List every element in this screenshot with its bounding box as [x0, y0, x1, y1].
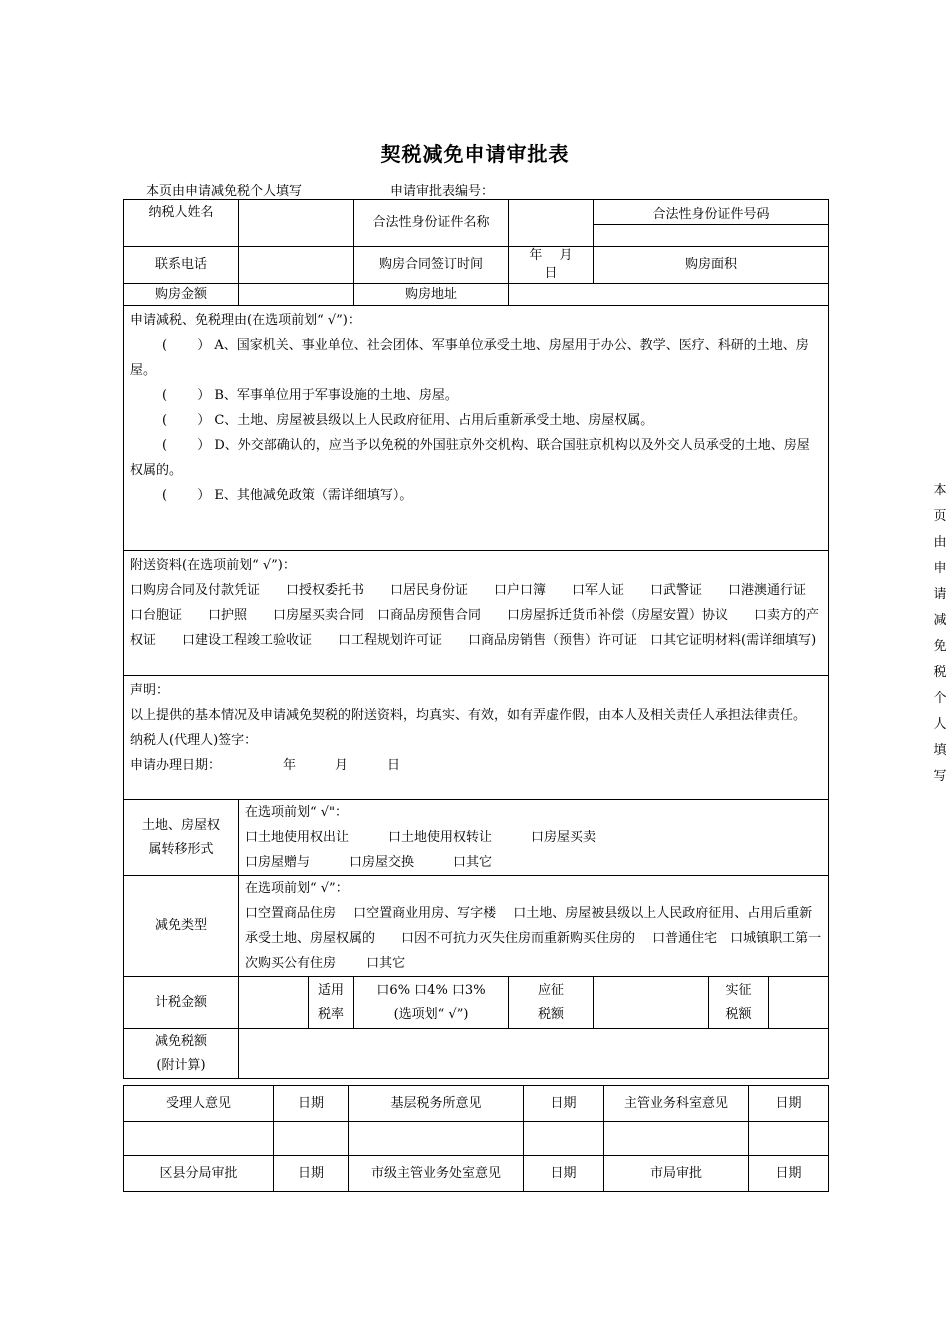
acceptor-date-label: 日期	[274, 1086, 349, 1122]
reason-option-e[interactable]: ( ） E、其他减免政策（需详细填写）。	[162, 488, 413, 503]
house-area-label: 购房面积	[594, 247, 829, 284]
application-table	[123, 199, 833, 1079]
supervising-section-opinion-label: 主管业务科室意见	[604, 1086, 749, 1122]
side-note-char: 减	[933, 613, 947, 628]
side-note-char: 申	[933, 561, 947, 576]
application-date-value[interactable]: 年 月 日	[283, 758, 401, 773]
phone-field[interactable]	[239, 247, 354, 284]
grassroots-date-label: 日期	[524, 1086, 604, 1122]
municipal-office-date-label: 日期	[524, 1156, 604, 1192]
actual-tax-field[interactable]	[769, 977, 829, 1029]
rate-label: 适用 税率	[309, 977, 354, 1029]
house-address-field[interactable]	[509, 284, 829, 306]
declaration-text: 以上提供的基本情况及申请减免契税的附送资料，均真实、有效，如有弄虚作假，由本人及相关责任人承担法律责任。	[130, 708, 807, 723]
reduction-amount-label: 减免税额 (附计算)	[124, 1029, 239, 1079]
transfer-form-label: 土地、房屋权属转移形式	[124, 800, 239, 876]
acceptor-date-field[interactable]	[274, 1122, 349, 1156]
city-bureau-approval-label: 市局审批	[604, 1156, 749, 1192]
reason-option-b[interactable]: ( ） B、军事单位用于军事设施的土地、房屋。	[162, 388, 458, 403]
attachments-options[interactable]: 口购房合同及付款凭证 口授权委托书 口居民身份证 口户口簿 口军人证 口武警证 口港澳通行证 口台胞证 口护照 口房屋买卖合同 口商品房预售合同 口房屋拆迁货币补偿（房屋安置）协议 口卖方的产权证 口建设工程竣工验收证 口工程规划许可证 口商品房销售（预售）许可证 口其它证明材料(需详细填写)	[130, 583, 833, 648]
supervising-opinion-field[interactable]	[604, 1122, 749, 1156]
reasons-heading: 申请减税、免税理由(在选项前划“ √”)：	[130, 313, 361, 328]
taxpayer-name-label: 纳税人姓名	[124, 200, 239, 247]
district-approval-label: 区县分局审批	[124, 1156, 274, 1192]
side-note	[930, 478, 950, 790]
grassroots-opinion-field[interactable]	[349, 1122, 524, 1156]
tax-amount-field[interactable]	[239, 977, 309, 1029]
transfer-hint: 在选项前划“ √"：	[245, 805, 349, 820]
application-date-label: 申请办理日期：	[130, 758, 222, 773]
rate-options[interactable]	[354, 977, 509, 1029]
id-doc-number-label: 合法性身份证件号码	[594, 200, 829, 225]
side-note-char: 本	[933, 483, 947, 498]
reduction-type-label: 减免类型	[124, 876, 239, 977]
actual-tax-label: 实征 税额	[709, 977, 769, 1029]
id-doc-name-label: 合法性身份证件名称	[354, 200, 509, 247]
rate-options-values[interactable]: 口6% 口4% 口3%	[376, 982, 486, 998]
side-note-char: 免	[933, 639, 947, 654]
approval-table	[123, 1085, 829, 1192]
reduction-type-text[interactable]: 口空置商品住房 口空置商业用房、写字楼 口土地、房屋被县级以上人民政府征用、占用后重新承受土地、房屋权属的 口因不可抗力灭失住房而重新购买住房的 口普通住宅 口城镇职工第一次购买公有住房 口其它	[245, 906, 822, 971]
house-address-label: 购房地址	[354, 284, 509, 306]
reasons-section	[124, 306, 829, 551]
attachments-section	[124, 551, 833, 676]
contract-date-field[interactable]: 年 月 日	[509, 247, 594, 284]
side-note-char: 页	[933, 509, 947, 524]
id-doc-name-field[interactable]	[509, 200, 594, 247]
side-note-char: 人	[933, 717, 947, 732]
reason-option-d[interactable]: ( ） D、外交部确认的，应当予以免税的外国驻京外交机构、联合国驻京机构以及外交人员承受的土地、房屋权属的。	[130, 438, 810, 478]
form-title: 契税减免申请审批表	[380, 142, 570, 166]
id-doc-number-field[interactable]	[594, 225, 829, 247]
side-note-char: 由	[933, 535, 947, 550]
grassroots-office-opinion-label: 基层税务所意见	[349, 1086, 524, 1122]
rate-options-hint: (选项划“ √”)	[393, 1006, 469, 1022]
reduction-type-options	[239, 876, 829, 977]
side-note-char: 请	[933, 587, 947, 602]
house-amount-label: 购房金额	[124, 284, 239, 306]
side-note-char: 个	[933, 691, 947, 706]
supervising-date-field[interactable]	[749, 1122, 829, 1156]
declaration-heading: 声明：	[130, 683, 170, 698]
transfer-options-line1[interactable]: 口土地使用权出让 口土地使用权转让 口房屋买卖	[245, 830, 597, 845]
declaration-section	[124, 676, 829, 800]
district-date-label: 日期	[274, 1156, 349, 1192]
contract-time-label: 购房合同签订时间	[354, 247, 509, 284]
grassroots-date-field[interactable]	[524, 1122, 604, 1156]
due-tax-label: 应征 税额	[509, 977, 594, 1029]
application-date	[130, 753, 822, 778]
due-tax-field[interactable]	[594, 977, 709, 1029]
reason-option-c[interactable]: ( ） C、土地、房屋被县级以上人民政府征用、占用后重新承受土地、房屋权属。	[162, 413, 654, 428]
municipal-office-opinion-label: 市级主管业务处室意见	[349, 1156, 524, 1192]
phone-label: 联系电话	[124, 247, 239, 284]
side-note-char: 写	[933, 769, 947, 784]
side-note-char: 税	[933, 665, 947, 680]
house-amount-field[interactable]	[239, 284, 354, 306]
subtitle-left: 本页由申请减免税个人填写	[146, 184, 303, 199]
transfer-options-line2[interactable]: 口房屋赠与 口房屋交换 口其它	[245, 855, 493, 870]
reduction-amount-field[interactable]	[239, 1029, 829, 1079]
approval-number-label: 申请审批表编号：	[390, 184, 495, 199]
acceptor-opinion-field[interactable]	[124, 1122, 274, 1156]
acceptor-opinion-label: 受理人意见	[124, 1086, 274, 1122]
city-bureau-date-label: 日期	[749, 1156, 829, 1192]
side-note-char: 填	[933, 743, 947, 758]
taxpayer-name-field[interactable]	[239, 200, 354, 247]
reason-option-a[interactable]: ( ） A、国家机关、事业单位、社会团体、军事单位承受土地、房屋用于办公、教学、医疗、科研的土地、房屋。	[130, 338, 809, 378]
tax-amount-label: 计税金额	[124, 977, 239, 1029]
signature-label: 纳税人(代理人)签字：	[130, 733, 258, 748]
supervising-date-label: 日期	[749, 1086, 829, 1122]
attachments-heading: 附送资料(在选项前划“ √”)：	[130, 558, 296, 573]
transfer-form-options	[239, 800, 829, 876]
reduction-type-hint: 在选项前划“ √”：	[245, 881, 349, 896]
